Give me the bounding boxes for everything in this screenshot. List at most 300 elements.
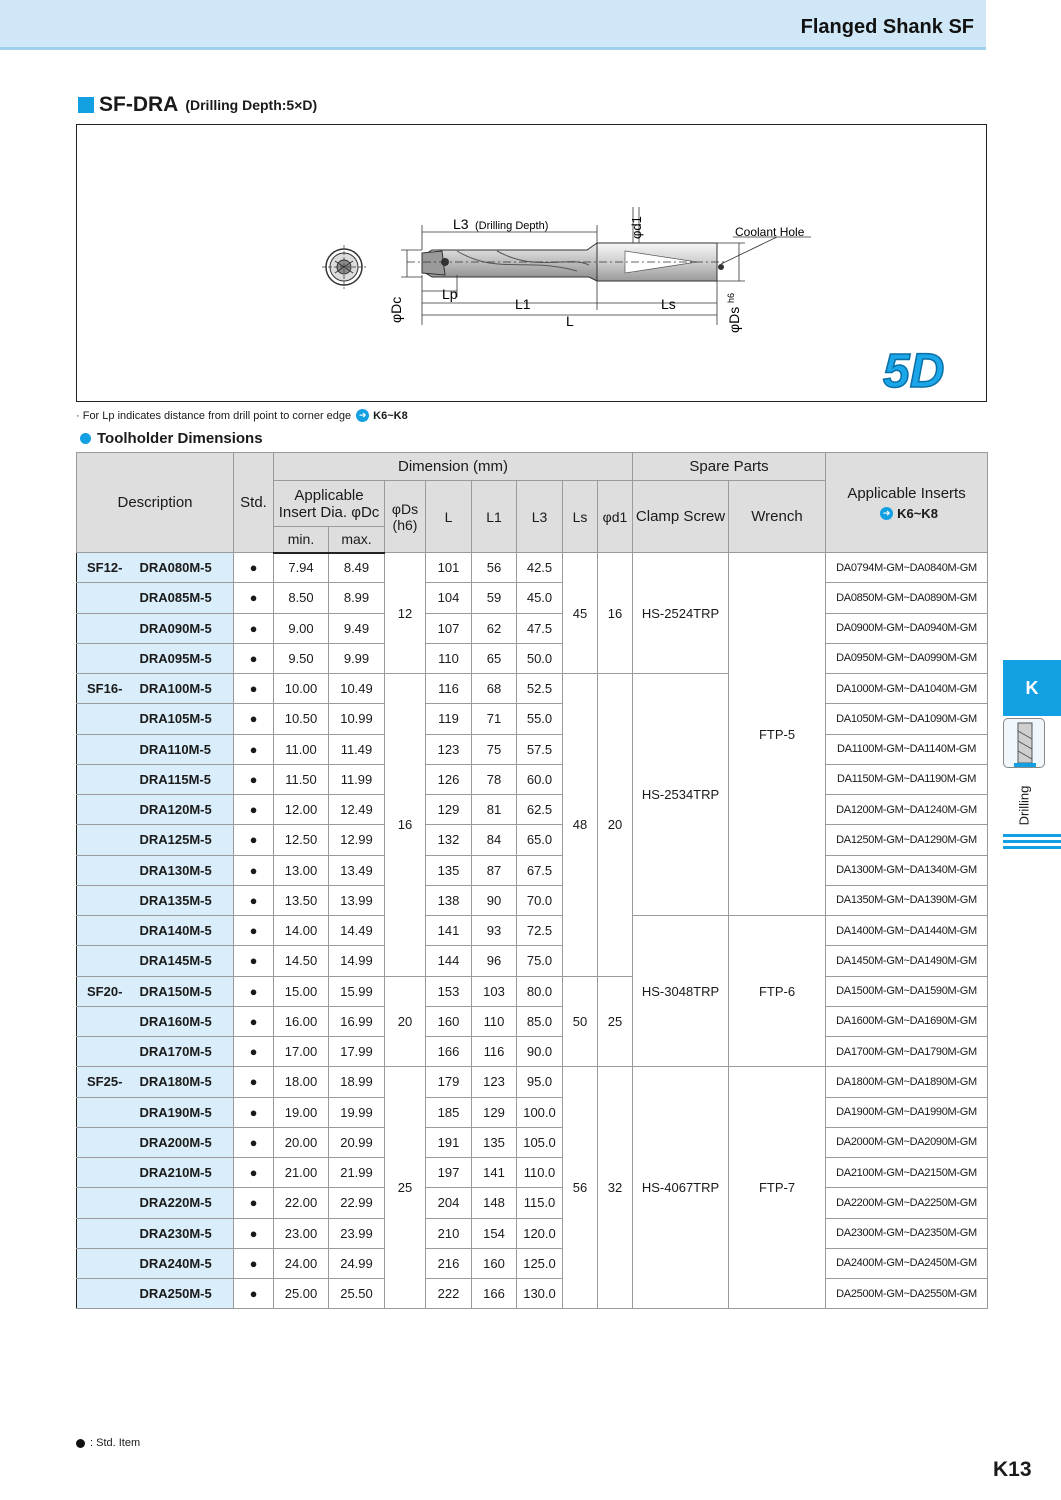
row-ls: 56 — [563, 1067, 598, 1309]
row-clamp-screw: HS-2524TRP — [633, 553, 729, 674]
row-applicable-insert: DA0900M-GM~DA0940M-GM — [826, 613, 988, 643]
row-l1: 110 — [472, 1006, 517, 1036]
row-l3: 100.0 — [517, 1097, 563, 1127]
row-wrench: FTP-5 — [729, 553, 826, 916]
row-l3: 110.0 — [517, 1158, 563, 1188]
row-dc-min: 13.50 — [274, 885, 329, 915]
row-ls: 50 — [563, 976, 598, 1067]
row-l1: 135 — [472, 1127, 517, 1157]
row-dc-max: 13.49 — [329, 855, 385, 885]
row-model: DRA145M-5 — [136, 946, 234, 976]
row-l: 204 — [426, 1188, 472, 1218]
row-ds: 16 — [385, 674, 426, 977]
table-row — [77, 1127, 988, 1157]
row-l1: 141 — [472, 1158, 517, 1188]
square-bullet-icon — [78, 97, 94, 113]
table-row — [77, 583, 988, 613]
table-row — [77, 855, 988, 885]
row-prefix — [77, 1188, 136, 1218]
row-dc-max: 8.49 — [329, 553, 385, 583]
row-l3: 50.0 — [517, 643, 563, 673]
label-dc: φDc — [388, 296, 404, 323]
row-applicable-insert: DA1250M-GM~DA1290M-GM — [826, 825, 988, 855]
row-dc-min: 9.00 — [274, 613, 329, 643]
table-row — [77, 1218, 988, 1248]
row-applicable-insert: DA2300M-GM~DA2350M-GM — [826, 1218, 988, 1248]
row-std-mark: ● — [234, 1188, 274, 1218]
row-dc-min: 14.50 — [274, 946, 329, 976]
header-dc-line2: Insert Dia. φDc — [278, 503, 380, 521]
arrow-right-icon: ➜ — [356, 409, 369, 422]
header-std: Std. — [234, 453, 274, 553]
table-row — [77, 976, 988, 1006]
row-dc-max: 16.99 — [329, 1006, 385, 1036]
row-dc-max: 13.99 — [329, 885, 385, 915]
row-prefix — [77, 1158, 136, 1188]
row-applicable-insert: DA2000M-GM~DA2090M-GM — [826, 1127, 988, 1157]
row-l: 101 — [426, 553, 472, 583]
table-row — [77, 553, 988, 583]
row-dc-min: 12.50 — [274, 825, 329, 855]
header-min: min. — [274, 527, 329, 553]
row-dc-max: 22.99 — [329, 1188, 385, 1218]
header-l1: L1 — [472, 481, 517, 553]
row-std-mark: ● — [234, 916, 274, 946]
row-l3: 75.0 — [517, 946, 563, 976]
row-prefix — [77, 764, 136, 794]
row-prefix — [77, 1127, 136, 1157]
side-label — [1016, 780, 1040, 830]
row-dc-max: 18.99 — [329, 1067, 385, 1097]
row-dc-max: 9.49 — [329, 613, 385, 643]
row-dc-max: 14.49 — [329, 916, 385, 946]
row-l: 135 — [426, 855, 472, 885]
row-applicable-insert: DA1400M-GM~DA1440M-GM — [826, 916, 988, 946]
row-prefix — [77, 1279, 136, 1309]
row-l1: 166 — [472, 1279, 517, 1309]
std-item-note-text: : Std. Item — [90, 1437, 141, 1449]
row-prefix — [77, 583, 136, 613]
row-model: DRA085M-5 — [136, 583, 234, 613]
header-applicable-dc — [274, 481, 385, 527]
row-prefix — [77, 885, 136, 915]
page-number: K13 — [993, 1458, 1032, 1481]
row-model: DRA200M-5 — [136, 1127, 234, 1157]
row-dc-max: 11.99 — [329, 764, 385, 794]
section-main-title: SF-DRA — [99, 93, 179, 116]
row-prefix — [77, 613, 136, 643]
row-model: DRA210M-5 — [136, 1158, 234, 1188]
label-l3-note: (Drilling Depth) — [475, 220, 549, 232]
table-row — [77, 1097, 988, 1127]
row-l1: 56 — [472, 553, 517, 583]
row-l3: 65.0 — [517, 825, 563, 855]
row-model: DRA095M-5 — [136, 643, 234, 673]
row-model: DRA180M-5 — [136, 1067, 234, 1097]
row-std-mark: ● — [234, 1248, 274, 1278]
row-l3: 125.0 — [517, 1248, 563, 1278]
row-prefix — [77, 734, 136, 764]
row-applicable-insert: DA2200M-GM~DA2250M-GM — [826, 1188, 988, 1218]
row-applicable-insert: DA1450M-GM~DA1490M-GM — [826, 946, 988, 976]
row-prefix — [77, 704, 136, 734]
row-applicable-insert: DA1500M-GM~DA1590M-GM — [826, 976, 988, 1006]
row-l: 110 — [426, 643, 472, 673]
row-l3: 57.5 — [517, 734, 563, 764]
table-row — [77, 1037, 988, 1067]
row-model: DRA100M-5 — [136, 674, 234, 704]
drill-diagram — [76, 124, 987, 402]
row-applicable-insert: DA1350M-GM~DA1390M-GM — [826, 885, 988, 915]
row-l: 153 — [426, 976, 472, 1006]
header-ds — [385, 481, 426, 553]
row-l: 138 — [426, 885, 472, 915]
row-std-mark: ● — [234, 1037, 274, 1067]
row-l: 119 — [426, 704, 472, 734]
row-l3: 67.5 — [517, 855, 563, 885]
row-l3: 115.0 — [517, 1188, 563, 1218]
row-d1: 32 — [598, 1067, 633, 1309]
header-max: max. — [329, 527, 385, 553]
row-wrench: FTP-7 — [729, 1067, 826, 1309]
row-model: DRA250M-5 — [136, 1279, 234, 1309]
row-l: 116 — [426, 674, 472, 704]
header-inserts-ref — [826, 506, 987, 521]
row-applicable-insert: DA1050M-GM~DA1090M-GM — [826, 704, 988, 734]
std-dot-icon — [76, 1439, 85, 1448]
row-dc-min: 19.00 — [274, 1097, 329, 1127]
row-std-mark: ● — [234, 976, 274, 1006]
row-l1: 65 — [472, 643, 517, 673]
row-dc-max: 12.99 — [329, 825, 385, 855]
table-row — [77, 1158, 988, 1188]
header-l3: L3 — [517, 481, 563, 553]
header-spare-parts: Spare Parts — [633, 453, 826, 481]
row-l: 104 — [426, 583, 472, 613]
row-l: 210 — [426, 1218, 472, 1248]
row-std-mark: ● — [234, 795, 274, 825]
row-dc-min: 10.50 — [274, 704, 329, 734]
side-tab-letter: K — [1003, 660, 1061, 716]
table-row — [77, 1248, 988, 1278]
label-l: L — [566, 313, 574, 329]
table-row — [77, 764, 988, 794]
row-l3: 55.0 — [517, 704, 563, 734]
row-applicable-insert: DA1200M-GM~DA1240M-GM — [826, 795, 988, 825]
row-l3: 80.0 — [517, 976, 563, 1006]
row-l1: 81 — [472, 795, 517, 825]
row-l: 141 — [426, 916, 472, 946]
row-dc-min: 18.00 — [274, 1067, 329, 1097]
table-row — [77, 643, 988, 673]
page-header-title: Flanged Shank SF — [800, 16, 974, 38]
label-l3: L3 — [453, 216, 469, 232]
row-dc-max: 11.49 — [329, 734, 385, 764]
row-dc-min: 21.00 — [274, 1158, 329, 1188]
row-std-mark: ● — [234, 734, 274, 764]
row-model: DRA130M-5 — [136, 855, 234, 885]
row-prefix — [77, 1248, 136, 1278]
row-std-mark: ● — [234, 885, 274, 915]
row-prefix — [77, 1006, 136, 1036]
footnote-ref: K6~K8 — [373, 409, 408, 422]
row-model: DRA230M-5 — [136, 1218, 234, 1248]
row-applicable-insert: DA2100M-GM~DA2150M-GM — [826, 1158, 988, 1188]
header-description: Description — [77, 453, 234, 553]
row-model: DRA240M-5 — [136, 1248, 234, 1278]
row-dc-min: 13.00 — [274, 855, 329, 885]
row-std-mark: ● — [234, 1097, 274, 1127]
row-ds: 25 — [385, 1067, 426, 1309]
row-dc-max: 14.99 — [329, 946, 385, 976]
table-row — [77, 825, 988, 855]
table-row — [77, 885, 988, 915]
row-applicable-insert: DA1300M-GM~DA1340M-GM — [826, 855, 988, 885]
row-dc-min: 11.00 — [274, 734, 329, 764]
row-model: DRA125M-5 — [136, 825, 234, 855]
row-applicable-insert: DA2500M-GM~DA2550M-GM — [826, 1279, 988, 1309]
row-l1: 87 — [472, 855, 517, 885]
footnote-lp-text: · For Lp indicates distance from drill point to corner edge — [76, 409, 352, 422]
row-l1: 116 — [472, 1037, 517, 1067]
row-l3: 62.5 — [517, 795, 563, 825]
row-dc-max: 12.49 — [329, 795, 385, 825]
arrow-right-icon: ➜ — [880, 507, 893, 520]
row-dc-min: 7.94 — [274, 553, 329, 583]
row-std-mark: ● — [234, 1218, 274, 1248]
row-std-mark: ● — [234, 764, 274, 794]
row-l3: 70.0 — [517, 885, 563, 915]
row-l1: 93 — [472, 916, 517, 946]
row-dc-max: 24.99 — [329, 1248, 385, 1278]
row-dc-min: 12.00 — [274, 795, 329, 825]
table-row — [77, 1279, 988, 1309]
row-ds: 12 — [385, 553, 426, 674]
row-applicable-insert: DA0794M-GM~DA0840M-GM — [826, 553, 988, 583]
row-l3: 95.0 — [517, 1067, 563, 1097]
row-dc-max: 20.99 — [329, 1127, 385, 1157]
row-l3: 47.5 — [517, 613, 563, 643]
label-lp: Lp — [442, 286, 458, 302]
row-l: 160 — [426, 1006, 472, 1036]
table-row — [77, 1188, 988, 1218]
label-ds-sup: h6 — [726, 292, 736, 303]
row-std-mark: ● — [234, 946, 274, 976]
drill-icon — [1003, 718, 1045, 768]
row-l1: 75 — [472, 734, 517, 764]
drill-side-view — [407, 243, 725, 281]
label-d1: φd1 — [629, 216, 644, 239]
side-label-text: Drilling — [1016, 785, 1032, 826]
row-l: 197 — [426, 1158, 472, 1188]
row-ls: 48 — [563, 674, 598, 977]
row-l1: 71 — [472, 704, 517, 734]
table-row — [77, 1067, 988, 1097]
subsection-title — [80, 430, 263, 447]
header-ls: Ls — [563, 481, 598, 553]
row-l: 222 — [426, 1279, 472, 1309]
row-l3: 130.0 — [517, 1279, 563, 1309]
row-l1: 62 — [472, 613, 517, 643]
row-ls: 45 — [563, 553, 598, 674]
std-item-note — [76, 1437, 140, 1449]
row-model: DRA105M-5 — [136, 704, 234, 734]
row-prefix — [77, 795, 136, 825]
table-row — [77, 946, 988, 976]
label-ds: φDs — [726, 306, 742, 333]
row-prefix — [77, 1097, 136, 1127]
header-ds-line1: φDs — [391, 500, 419, 517]
row-applicable-insert: DA1800M-GM~DA1890M-GM — [826, 1067, 988, 1097]
row-std-mark: ● — [234, 583, 274, 613]
label-coolant-hole: Coolant Hole — [735, 225, 805, 239]
row-dc-min: 22.00 — [274, 1188, 329, 1218]
row-prefix: SF16- — [77, 674, 136, 704]
row-l1: 154 — [472, 1218, 517, 1248]
row-l3: 45.0 — [517, 583, 563, 613]
footnote-lp — [76, 409, 408, 422]
row-std-mark: ● — [234, 1127, 274, 1157]
row-applicable-insert: DA1900M-GM~DA1990M-GM — [826, 1097, 988, 1127]
row-l3: 85.0 — [517, 1006, 563, 1036]
row-model: DRA160M-5 — [136, 1006, 234, 1036]
row-applicable-insert: DA1150M-GM~DA1190M-GM — [826, 764, 988, 794]
row-l: 191 — [426, 1127, 472, 1157]
row-dc-min: 14.00 — [274, 916, 329, 946]
row-model: DRA220M-5 — [136, 1188, 234, 1218]
row-prefix: SF12- — [77, 553, 136, 583]
row-std-mark: ● — [234, 674, 274, 704]
row-dc-max: 9.99 — [329, 643, 385, 673]
row-applicable-insert: DA0950M-GM~DA0990M-GM — [826, 643, 988, 673]
row-l1: 84 — [472, 825, 517, 855]
row-l: 144 — [426, 946, 472, 976]
row-clamp-screw: HS-3048TRP — [633, 916, 729, 1067]
row-std-mark: ● — [234, 643, 274, 673]
header-ds-line2: (h6) — [392, 516, 418, 533]
row-std-mark: ● — [234, 1279, 274, 1309]
row-model: DRA170M-5 — [136, 1037, 234, 1067]
row-dc-max: 8.99 — [329, 583, 385, 613]
row-std-mark: ● — [234, 1067, 274, 1097]
row-l1: 90 — [472, 885, 517, 915]
row-l3: 52.5 — [517, 674, 563, 704]
row-applicable-insert: DA0850M-GM~DA0890M-GM — [826, 583, 988, 613]
row-l: 132 — [426, 825, 472, 855]
table-body — [77, 553, 988, 1309]
row-clamp-screw: HS-2534TRP — [633, 674, 729, 916]
row-l3: 72.5 — [517, 916, 563, 946]
row-std-mark: ● — [234, 613, 274, 643]
row-d1: 16 — [598, 553, 633, 674]
header-dc-line1: Applicable — [294, 486, 364, 504]
row-dc-min: 23.00 — [274, 1218, 329, 1248]
row-model: DRA090M-5 — [136, 613, 234, 643]
row-prefix: SF25- — [77, 1067, 136, 1097]
subsection-title-text: Toolholder Dimensions — [97, 430, 263, 447]
table-row — [77, 916, 988, 946]
header-applicable-inserts — [826, 453, 988, 553]
row-applicable-insert: DA2400M-GM~DA2450M-GM — [826, 1248, 988, 1278]
row-model: DRA135M-5 — [136, 885, 234, 915]
row-std-mark: ● — [234, 704, 274, 734]
dot-bullet-icon — [80, 433, 91, 444]
row-wrench: FTP-6 — [729, 916, 826, 1067]
row-dc-min: 10.00 — [274, 674, 329, 704]
row-l: 179 — [426, 1067, 472, 1097]
row-l1: 148 — [472, 1188, 517, 1218]
row-dc-min: 17.00 — [274, 1037, 329, 1067]
label-l1: L1 — [515, 296, 531, 312]
row-model: DRA115M-5 — [136, 764, 234, 794]
row-d1: 25 — [598, 976, 633, 1067]
table-row — [77, 734, 988, 764]
header-dimension: Dimension (mm) — [274, 453, 633, 481]
row-dc-min: 25.00 — [274, 1279, 329, 1309]
row-prefix: SF20- — [77, 976, 136, 1006]
row-applicable-insert: DA1000M-GM~DA1040M-GM — [826, 674, 988, 704]
row-l1: 123 — [472, 1067, 517, 1097]
row-model: DRA140M-5 — [136, 916, 234, 946]
row-prefix — [77, 916, 136, 946]
row-dc-min: 15.00 — [274, 976, 329, 1006]
table-row — [77, 704, 988, 734]
side-stripes — [1003, 834, 1061, 852]
row-l1: 78 — [472, 764, 517, 794]
header-clamp-screw: Clamp Screw — [633, 481, 729, 553]
row-clamp-screw: HS-4067TRP — [633, 1067, 729, 1309]
row-prefix — [77, 643, 136, 673]
row-model: DRA150M-5 — [136, 976, 234, 1006]
row-std-mark: ● — [234, 855, 274, 885]
row-model: DRA190M-5 — [136, 1097, 234, 1127]
row-l: 126 — [426, 764, 472, 794]
row-dc-min: 24.00 — [274, 1248, 329, 1278]
header-l: L — [426, 481, 472, 553]
row-model: DRA120M-5 — [136, 795, 234, 825]
row-l: 123 — [426, 734, 472, 764]
row-std-mark: ● — [234, 825, 274, 855]
row-dc-max: 23.99 — [329, 1218, 385, 1248]
row-std-mark: ● — [234, 1158, 274, 1188]
row-dc-min: 16.00 — [274, 1006, 329, 1036]
row-std-mark: ● — [234, 553, 274, 583]
table-row — [77, 674, 988, 704]
section-title — [78, 93, 317, 117]
table-row — [77, 1006, 988, 1036]
end-view-icon — [322, 245, 366, 289]
row-l1: 68 — [472, 674, 517, 704]
header-inserts-ref-text: K6~K8 — [897, 505, 938, 521]
row-l1: 103 — [472, 976, 517, 1006]
row-applicable-insert: DA1700M-GM~DA1790M-GM — [826, 1037, 988, 1067]
header-band — [0, 0, 986, 50]
row-l: 216 — [426, 1248, 472, 1278]
row-dc-max: 10.99 — [329, 704, 385, 734]
table-row — [77, 795, 988, 825]
row-dc-max: 15.99 — [329, 976, 385, 1006]
table-row — [77, 613, 988, 643]
header-d1: φd1 — [598, 481, 633, 553]
row-d1: 20 — [598, 674, 633, 977]
row-dc-max: 21.99 — [329, 1158, 385, 1188]
toolholder-dimensions-table — [76, 452, 988, 1309]
row-prefix — [77, 1037, 136, 1067]
header-wrench: Wrench — [729, 481, 826, 553]
row-l1: 59 — [472, 583, 517, 613]
row-l: 185 — [426, 1097, 472, 1127]
row-applicable-insert: DA1100M-GM~DA1140M-GM — [826, 734, 988, 764]
